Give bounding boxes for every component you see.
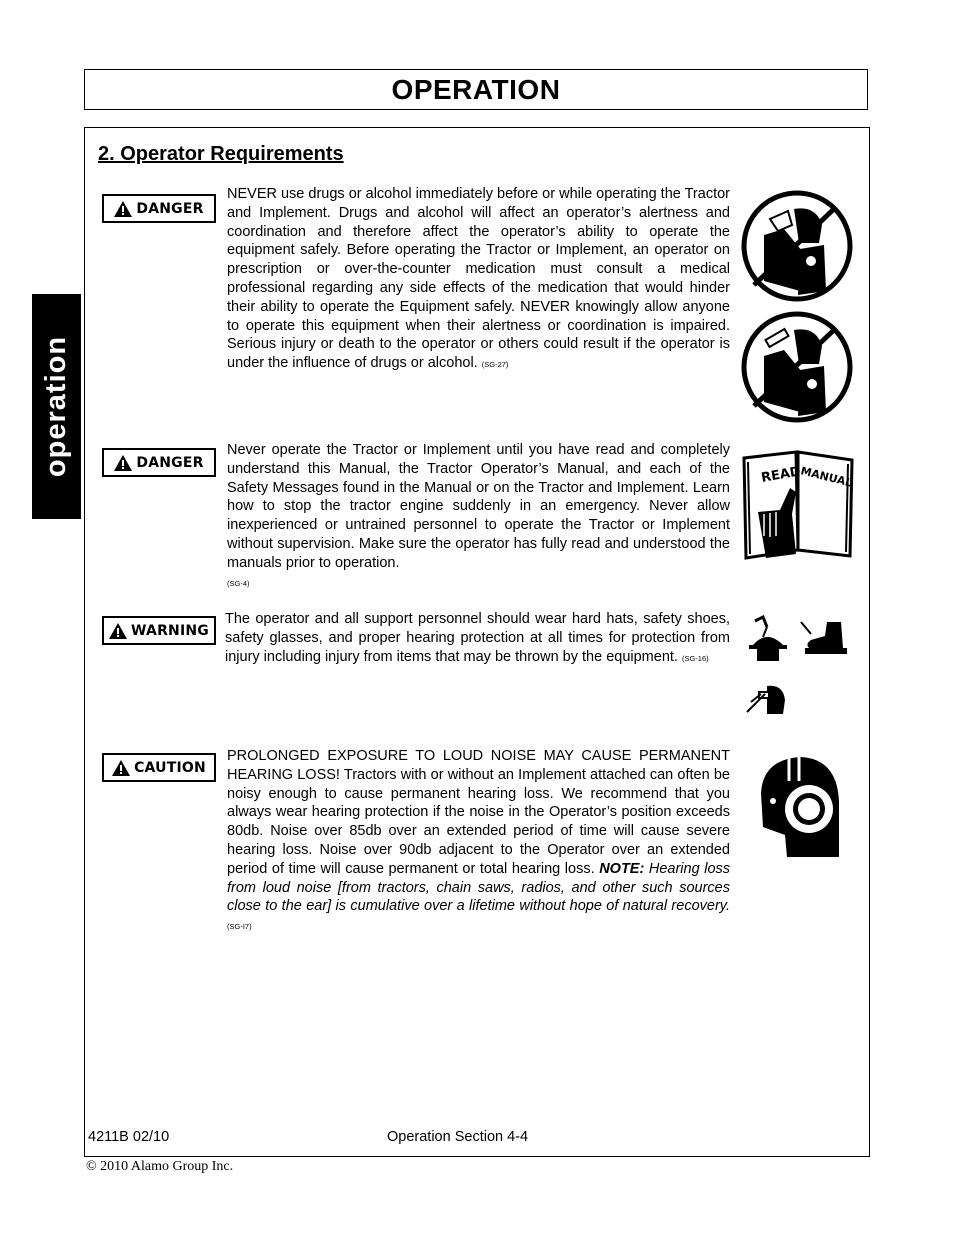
message-text: NEVER use drugs or alcohol immediately before or while operating the Tractor and Implement. Drugs and alcohol will affect an operator’s alertness and coordination and therefore affect the operator’s ability to operate the equipment safely. Before operating the Tractor or Implement, an operator on prescription or over-the-counter medication must consult a medical professional regarding any side effects of the medication that would hinder their ability to operate the Equipment safely. NEVER knowingly allow anyone to operate this equipment when their alertness or coordination is impaired. Serious injury or death to the operator or others could result if the operator is under the influence of drugs or alcohol. [227,186,730,372]
no-alcohol-icon [740,189,856,303]
message-ref: (SG-27) [481,360,509,370]
badge-label: DANGER [136,200,204,217]
note-label: NOTE: [599,860,645,877]
book-manual-label: MANUAL [799,464,854,490]
hard-hat-icon [745,615,793,663]
warning-triangle-icon [114,455,132,471]
footer-section-page: Operation Section 4-4 [387,1129,529,1145]
message-text: The operator and all support personnel should wear hard hats, safety shoes, safety glasses, and proper hearing protection at all times for protection from injury including injury from items that may be thrown by the equipment. [225,611,730,665]
message-ref: (SG-I7) [227,922,252,932]
badge-label: WARNING [131,622,209,639]
caution-message-hearing [227,747,730,937]
warning-triangle-icon [114,201,132,217]
danger-message-read-manual [227,441,730,593]
no-drugs-icon [740,310,856,424]
copyright: © 2010 Alamo Group Inc. [86,1159,234,1174]
caution-badge [102,753,216,782]
message-text: Never operate the Tractor or Implement until you have read and completely understand this Manual, the Tractor Operator’s Manual, and each of the Safety Messages found in the Manual or on the Tractor and Implement. Learn how to stop the tractor engine suddenly in an emergency. Never allow inexperienced or untrained personnel to operate the Tractor or Implement without supervision. Make sure the operator has fully read and understood the manuals prior to operation. [227,442,730,571]
side-tab [32,294,81,519]
message-ref: (SG-16) [681,653,709,663]
warning-badge [102,616,216,645]
hearing-protection-icon [755,753,843,861]
message-ref: (SG-4) [227,578,250,588]
warning-message-ppe [225,610,730,668]
message-text: PROLONGED EXPOSURE TO LOUD NOISE MAY CAUSE PERMANENT HEARING LOSS! Tractors with or without an Implement attached can often be noisy enough to cause permanent hearing loss. We recommend that you always wear hearing protection if the noise in the Operator’s position exceeds 80db. Noise over 85db over an extended period of time will cause severe hearing loss. Noise over 90db adjacent to the Operator over an extended period of time will cause permanent or total hearing loss. [227,748,730,877]
warning-triangle-icon [112,760,130,776]
danger-badge [102,448,216,477]
header-box [84,69,868,110]
safety-boot-icon [799,620,849,658]
badge-label: DANGER [136,454,204,471]
footer-doc-id: 4211B 02/10 [88,1129,170,1145]
side-tab-label: operation [40,335,72,478]
warning-triangle-icon [109,623,127,639]
badge-label: CAUTION [134,759,206,776]
read-manual-icon [740,450,858,562]
danger-message-drugs [227,185,730,375]
danger-badge [102,194,216,223]
book-read-label: READ [760,464,802,486]
note-text: Hearing loss from loud noise [from tractors, chain saws, radios, and other such sources close to the ear] is cumulative over a lifetime without hope of natural recovery. [227,860,731,915]
safety-glasses-icon [745,682,789,716]
section-title: 2. Operator Requirements [98,143,344,165]
content-box [84,127,870,1157]
page-header-title: OPERATION [391,73,561,105]
